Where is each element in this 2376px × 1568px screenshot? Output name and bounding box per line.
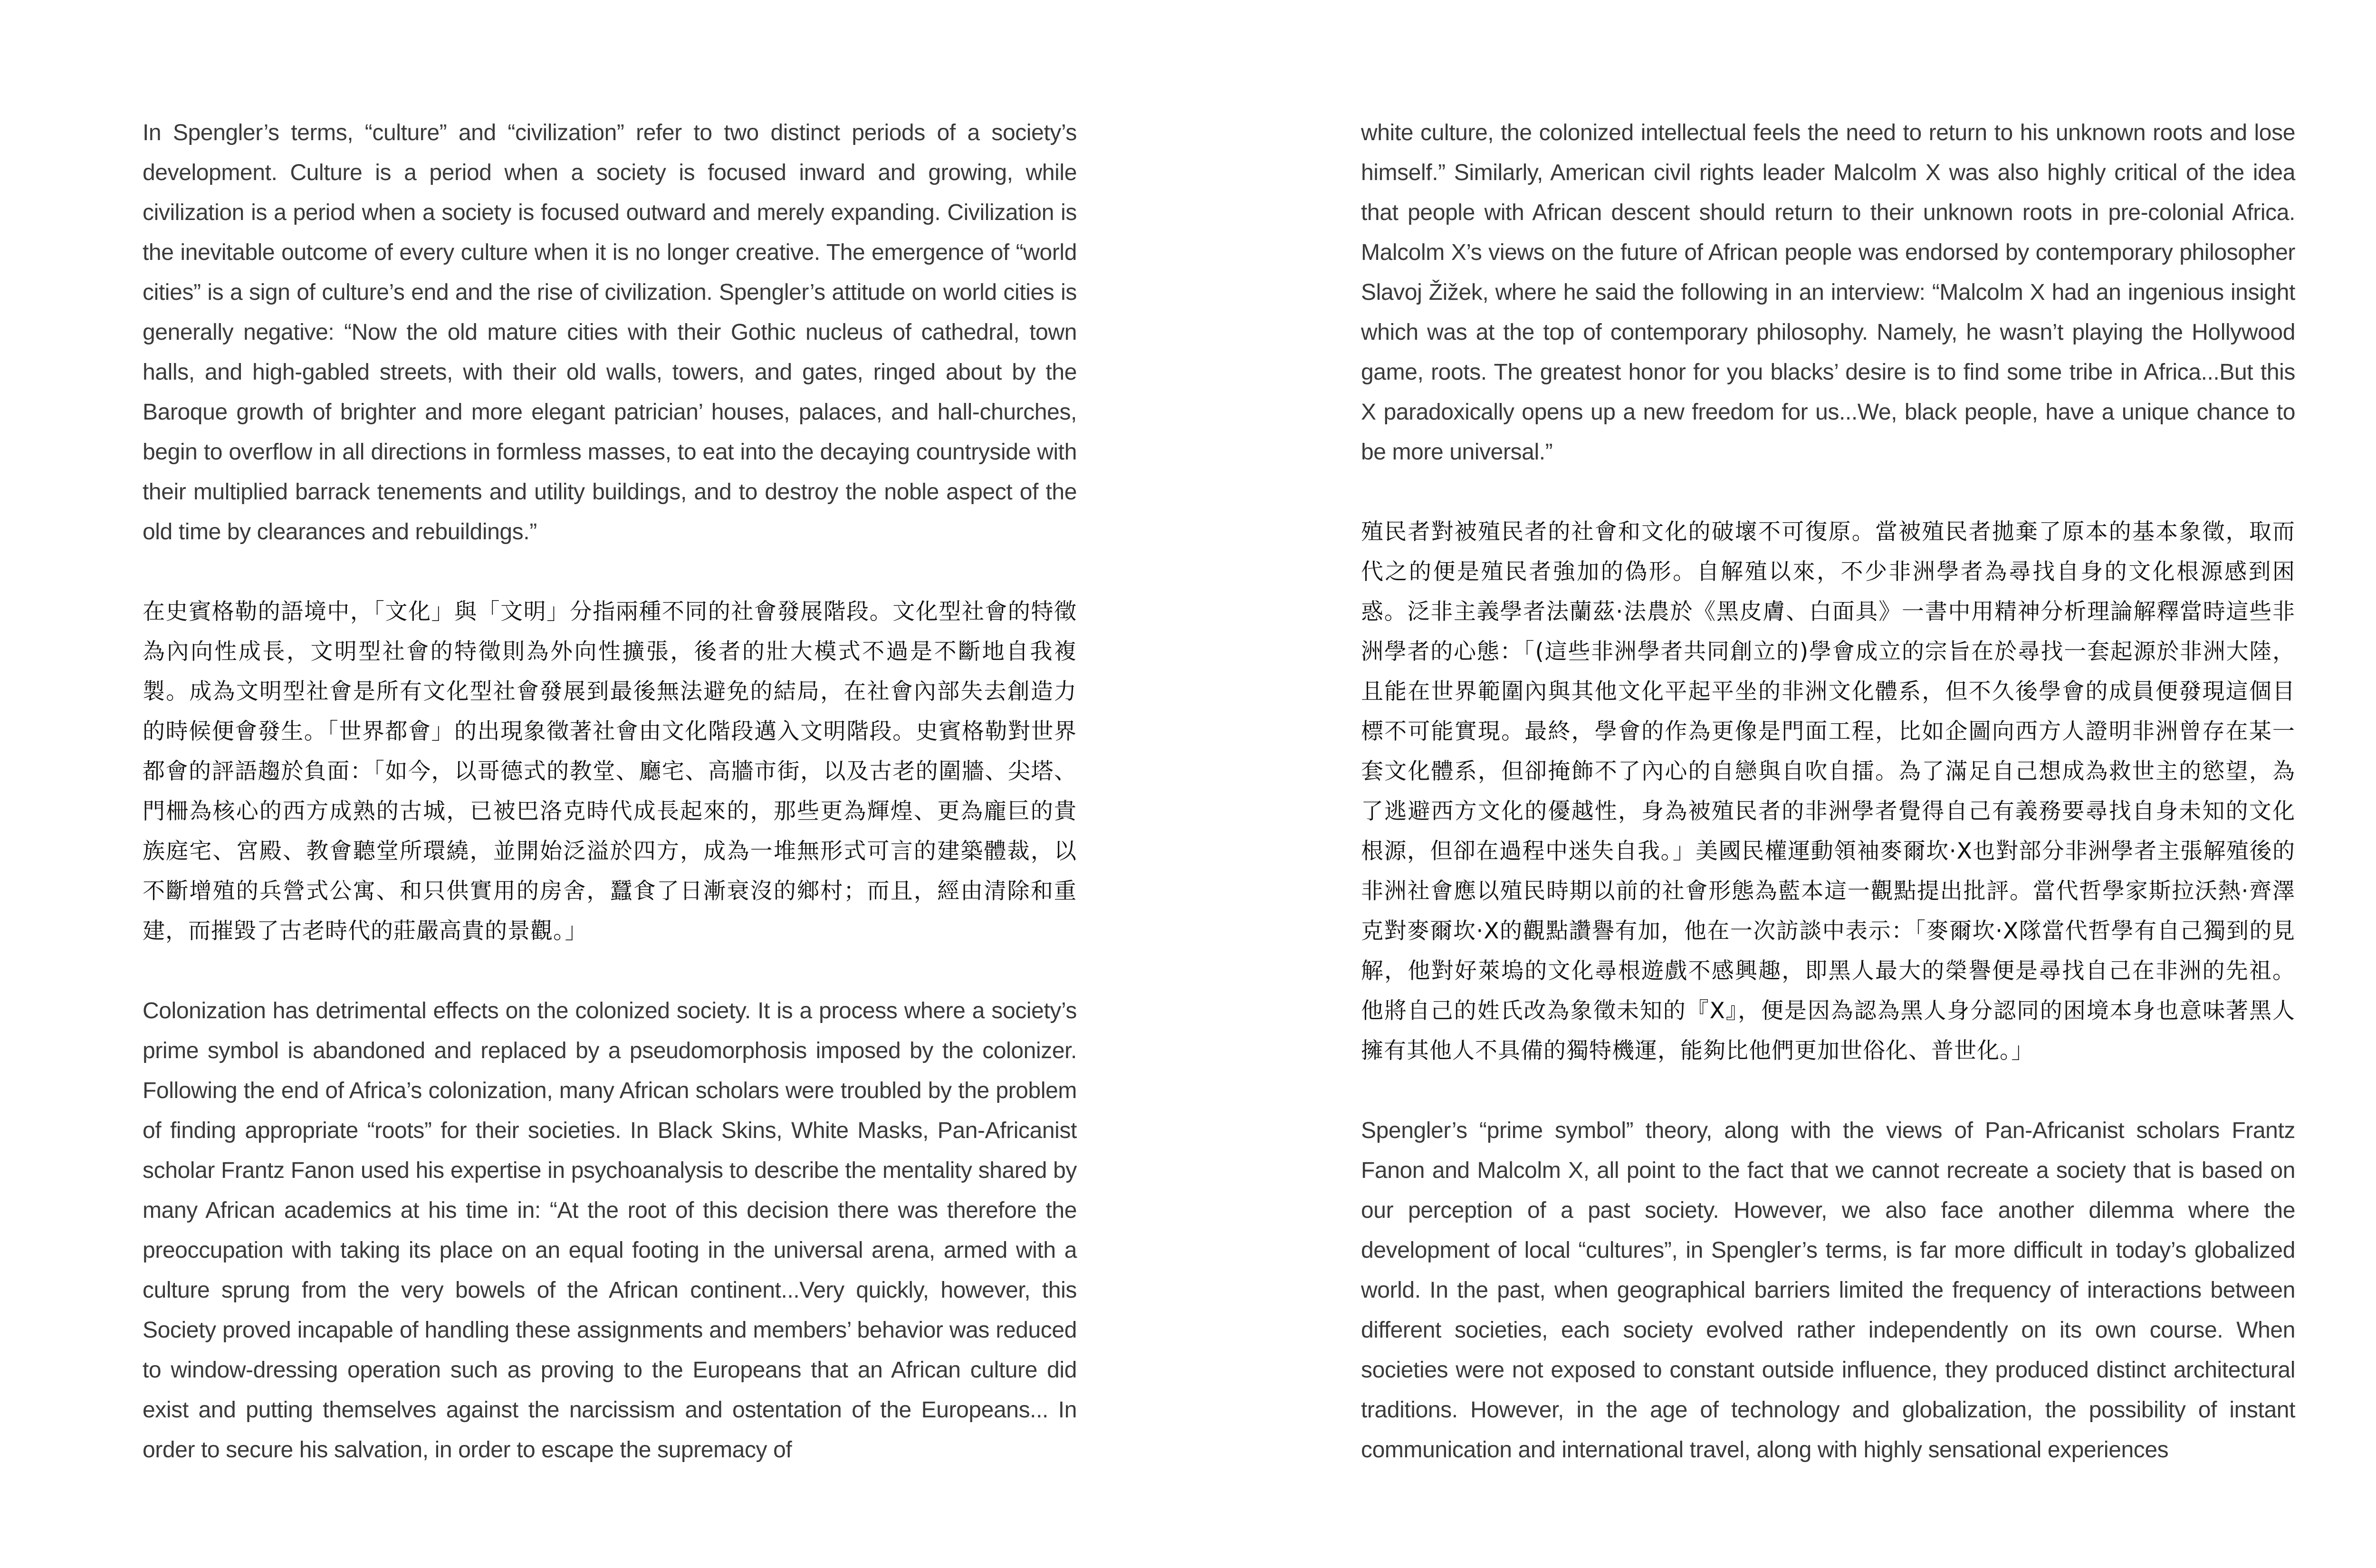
paragraph-gap — [1361, 1071, 2295, 1111]
paragraph-spengler-culture-civilization-zh: 在史賓格勒的語境中，「文化」與「文明」分指兩種不同的社會發展階段。文化型社會的特徵為內向性成長，文明型社會的特徵則為外向性擴張，後者的壯大模式不過是不斷地自我複製。成為文明型社會是所有文化型社會發展到最後無法避免的結局，在社會內部失去創造力的時候便會發生。「世界都會」的出現象徵著社會由文化階段邁入文明階段。史賓格勒對世界都會的評語趨於負面：「如今，以哥德式的教堂、廳宅、高牆市街，以及古老的圍牆、尖塔、門柵為核心的西方成熟的古城，已被巴洛克時代成長起來的，那些更為輝煌、更為龐巨的貴族庭宅、宮殿、教會聽堂所環繞，並開始泛溢於四方，成為一堆無形式可言的建築體裁，以不斷增殖的兵營式公寓、和只供實用的房舍，蠶食了日漸衰沒的鄉村；而且，經由清除和重建，而摧毀了古老時代的莊嚴高貴的景觀。」 — [143, 599, 1077, 944]
paragraph-colonization-fanon-zh: 殖民者對被殖民者的社會和文化的破壞不可復原。當被殖民者拋棄了原本的基本象徵，取而代之的便是殖民者強加的偽形。自解殖以來，不少非洲學者為尋找自身的文化根源感到困惑。泛非主義學者法蘭茲·法農於《黑皮膚、白面具》一書中用精神分析理論解釋當時這些非洲學者的心態：「(這些非洲學者共同創立的)學會成立的宗旨在於尋找一套起源於非洲大陸，且能在世界範圍內與其他文化平起平坐的非洲文化體系，但不久後學會的成員便發現這個目標不可能實現。最終，學會的作為更像是門面工程，比如企圖向西方人證明非洲曾存在某一套文化體系，但卻掩飾不了內心的自戀與自吹自擂。為了滿足自己想成為救世主的慾望，為了逃避西方文化的優越性，身為被殖民者的非洲學者覺得自己有義務要尋找自身未知的文化根源，但卻在過程中迷失自我。」美國民權運動領袖麥爾坎·X也對部分非洲學者主張解殖後的非洲社會應以殖民時期以前的社會形態為藍本這一觀點提出批評。當代哲學家斯拉沃熱·齊澤克對麥爾坎·X的觀點讚譽有加，他在一次訪談中表示：「麥爾坎·X隊當代哲學有自己獨到的見解，他對好萊塢的文化尋根遊戲不感興趣，即黑人最大的榮譽便是尋找自己在非洲的先祖。他將自己的姓氏改為象徵未知的『X』，便是因為認為黑人身分認同的困境本身也意味著黑人擁有其他人不具備的獨特機運，能夠比他們更加世俗化、普世化。」 — [1361, 519, 2295, 1064]
right-page — [1212, 0, 2376, 1568]
paragraph-malcolm-x-zizek-en: white culture, the colonized intellectual feels the need to return to his unknown roots and lose himself.” Similarly, American civil rights leader Malcolm X was also highly critical of the idea that people with African descent should return to their unknown roots in pre-colonial Africa. Malcolm X’s views on the future of African people was endorsed by contemporary philosopher Slavoj Žižek, where he said the following in an interview: “Malcolm X had an ingenious insight which was at the top of contemporary philosophy. Namely, he wasn’t playing the Hollywood game, roots. The greatest honor for you blacks’ desire is to find some tribe in Africa...But this X paradoxically opens up a new freedom for us...We, black people, have a unique chance to be more universal.” — [1361, 120, 2295, 465]
paragraph-gap — [1361, 472, 2295, 512]
left-text-column — [143, 113, 1077, 1470]
paragraph-gap — [143, 951, 1077, 991]
paragraph-gap — [143, 552, 1077, 592]
paragraph-colonization-fanon-en: Colonization has detrimental effects on the colonized society. It is a process where a society’s prime symbol is abandoned and replaced by a pseudomorphosis imposed by the colonizer. Following the end of Africa’s colonization, many African scholars were troubled by the problem of finding appropriate “roots” for their societies. In Black Skins, White Masks, Pan-Africanist scholar Frantz Fanon used his expertise in psychoanalysis to describe the mentality shared by many African academics at his time in: “At the root of this decision there was therefore the preoccupation with taking its place on an equal footing in the universal arena, armed with a culture sprung from the very bowels of the African continent...Very quickly, however, this Society proved incapable of handling these assignments and members’ behavior was reduced to window-dressing operation such as proving to the Europeans that an African culture did exist and putting themselves against the narcissism and ostentation of the Europeans... In order to secure his salvation, in order to escape the supremacy of — [143, 998, 1077, 1463]
paragraph-spengler-culture-civilization-en: In Spengler’s terms, “culture” and “civilization” refer to two distinct periods of a society’s development. Culture is a period when a society is focused inward and growing, while civilization is a period when a society is focused outward and merely expanding. Civilization is the inevitable outcome of every culture when it is no longer creative. The emergence of “world cities” is a sign of culture’s end and the rise of civilization. Spengler’s attitude on world cities is generally negative: “Now the old mature cities with their Gothic nucleus of cathedral, town halls, and high-gabled streets, with their old walls, towers, and gates, ringed about by the Baroque growth of brighter and more elegant patrician’ houses, palaces, and hall-churches, begin to overflow in all directions in formless masses, to eat into the decaying countryside with their multiplied barrack tenements and utility buildings, and to destroy the noble aspect of the old time by clearances and rebuildings.” — [143, 120, 1077, 545]
paragraph-prime-symbol-globalization-en: Spengler’s “prime symbol” theory, along with the views of Pan-Africanist scholars Frantz Fanon and Malcolm X, all point to the fact that we cannot recreate a society that is based on our perception of a past society. However, we also face another dilemma where the development of local “cultures”, in Spengler’s terms, is far more difficult in today’s globalized world. In the past, when geographical barriers limited the frequency of interactions between different societies, each society evolved rather independently on its own course. When societies were not exposed to constant outside influence, they produced distinct architectural traditions. However, in the age of technology and globalization, the possibility of instant communication and international travel, along with highly sensational experiences — [1361, 1118, 2295, 1463]
right-text-column — [1361, 113, 2295, 1470]
